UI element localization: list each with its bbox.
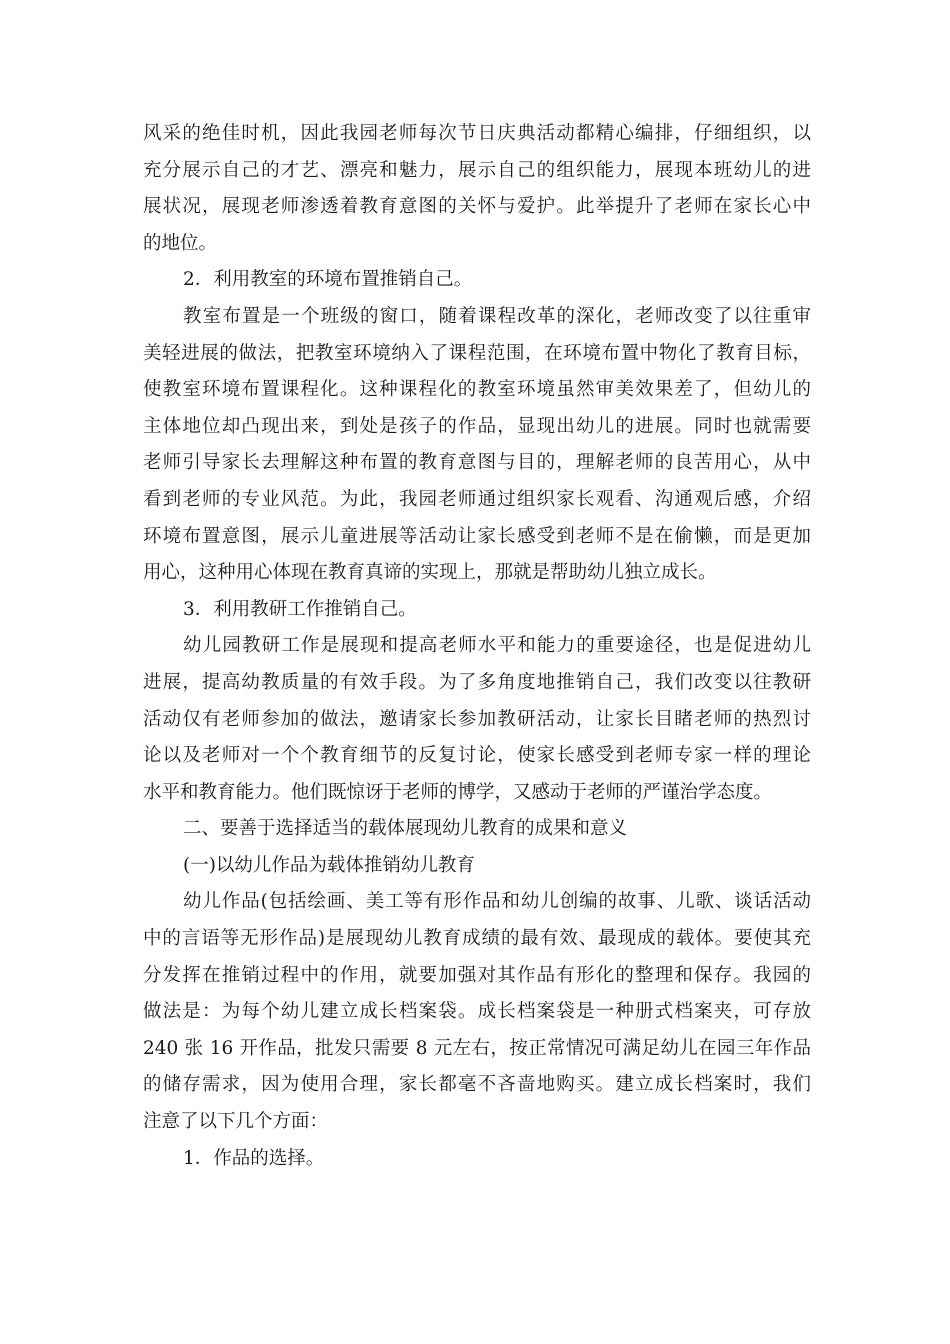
text-line: 的储存需求，因为使用合理，家长都毫不吝啬地购买。建立成长档案时，我们 <box>143 1074 811 1096</box>
text-line: 中的言语等无形作品)是展现幼儿教育成绩的最有效、最现成的载体。要使其充 <box>143 928 811 950</box>
text-line: 做法是：为每个幼儿建立成长档案袋。成长档案袋是一种册式档案夹，可存放 <box>143 1001 811 1023</box>
text-line: 风采的绝佳时机，因此我园老师每次节日庆典活动都精心编排，仔细组织，以 <box>143 123 811 144</box>
text-line: 幼儿园教研工作是展现和提高老师水平和能力的重要途径，也是促进幼儿 <box>183 635 811 657</box>
text-line: 进展，提高幼教质量的有效手段。为了多角度地推销自己，我们改变以往教研 <box>143 671 811 693</box>
text-line: 论以及老师对一个个教育细节的反复讨论，使家长感受到老师专家一样的理论 <box>143 745 811 767</box>
text-line: 3．利用教研工作推销自己。 <box>183 598 417 620</box>
text-line: 240 张 16 开作品，批发只需要 8 元左右，按正常情况可满足幼儿在园三年作品 <box>143 1037 811 1059</box>
text-line: 教室布置是一个班级的窗口，随着课程改革的深化，老师改变了以往重审 <box>183 305 811 327</box>
text-line: 充分展示自己的才艺、漂亮和魅力，展示自己的组织能力，展现本班幼儿的进 <box>143 159 811 181</box>
text-line: 环境布置意图，展示儿童进展等活动让家长感受到老师不是在偷懒，而是更加 <box>143 525 811 547</box>
text-line: 二、要善于选择适当的载体展现幼儿教育的成果和意义 <box>183 818 628 840</box>
text-line: 展状况，展现老师渗透着教育意图的关怀与爱护。此举提升了老师在家长心中 <box>143 196 811 218</box>
text-line: 的地位。 <box>143 232 218 254</box>
text-line: 水平和教育能力。他们既惊讶于老师的博学，又感动于老师的严谨治学态度。 <box>143 781 773 803</box>
text-line: 老师引导家长去理解这种布置的教育意图与目的，理解老师的良苦用心，从中 <box>143 452 811 474</box>
text-line: 使教室环境布置课程化。这种课程化的教室环境虽然审美效果差了，但幼儿的 <box>143 379 811 401</box>
text-line: 主体地位却凸现出来，到处是孩子的作品，显现出幼儿的进展。同时也就需要 <box>143 415 811 437</box>
text-line: 1．作品的选择。 <box>183 1147 325 1169</box>
text-line: 美轻进展的做法，把教室环境纳入了课程范围，在环境布置中物化了教育目标， <box>143 342 811 364</box>
text-line: 2．利用教室的环境布置推销自己。 <box>183 269 473 291</box>
text-line: 注意了以下几个方面： <box>143 1111 329 1133</box>
text-line: 分发挥在推销过程中的作用，就要加强对其作品有形化的整理和保存。我园的 <box>143 964 811 986</box>
text-line: 看到老师的专业风范。为此，我园老师通过组织家长观看、沟通观后感，介绍 <box>143 488 811 510</box>
text-line: 用心，这种用心体现在教育真谛的实现上，那就是帮助幼儿独立成长。 <box>143 562 717 584</box>
document-body <box>143 116 811 1177</box>
text-line: (一)以幼儿作品为载体推销幼儿教育 <box>183 854 475 876</box>
text-line: 幼儿作品(包括绘画、美工等有形作品和幼儿创编的故事、儿歌、谈话活动 <box>183 891 811 913</box>
text-line: 活动仅有老师参加的做法，邀请家长参加教研活动，让家长目睹老师的热烈讨 <box>143 708 811 730</box>
